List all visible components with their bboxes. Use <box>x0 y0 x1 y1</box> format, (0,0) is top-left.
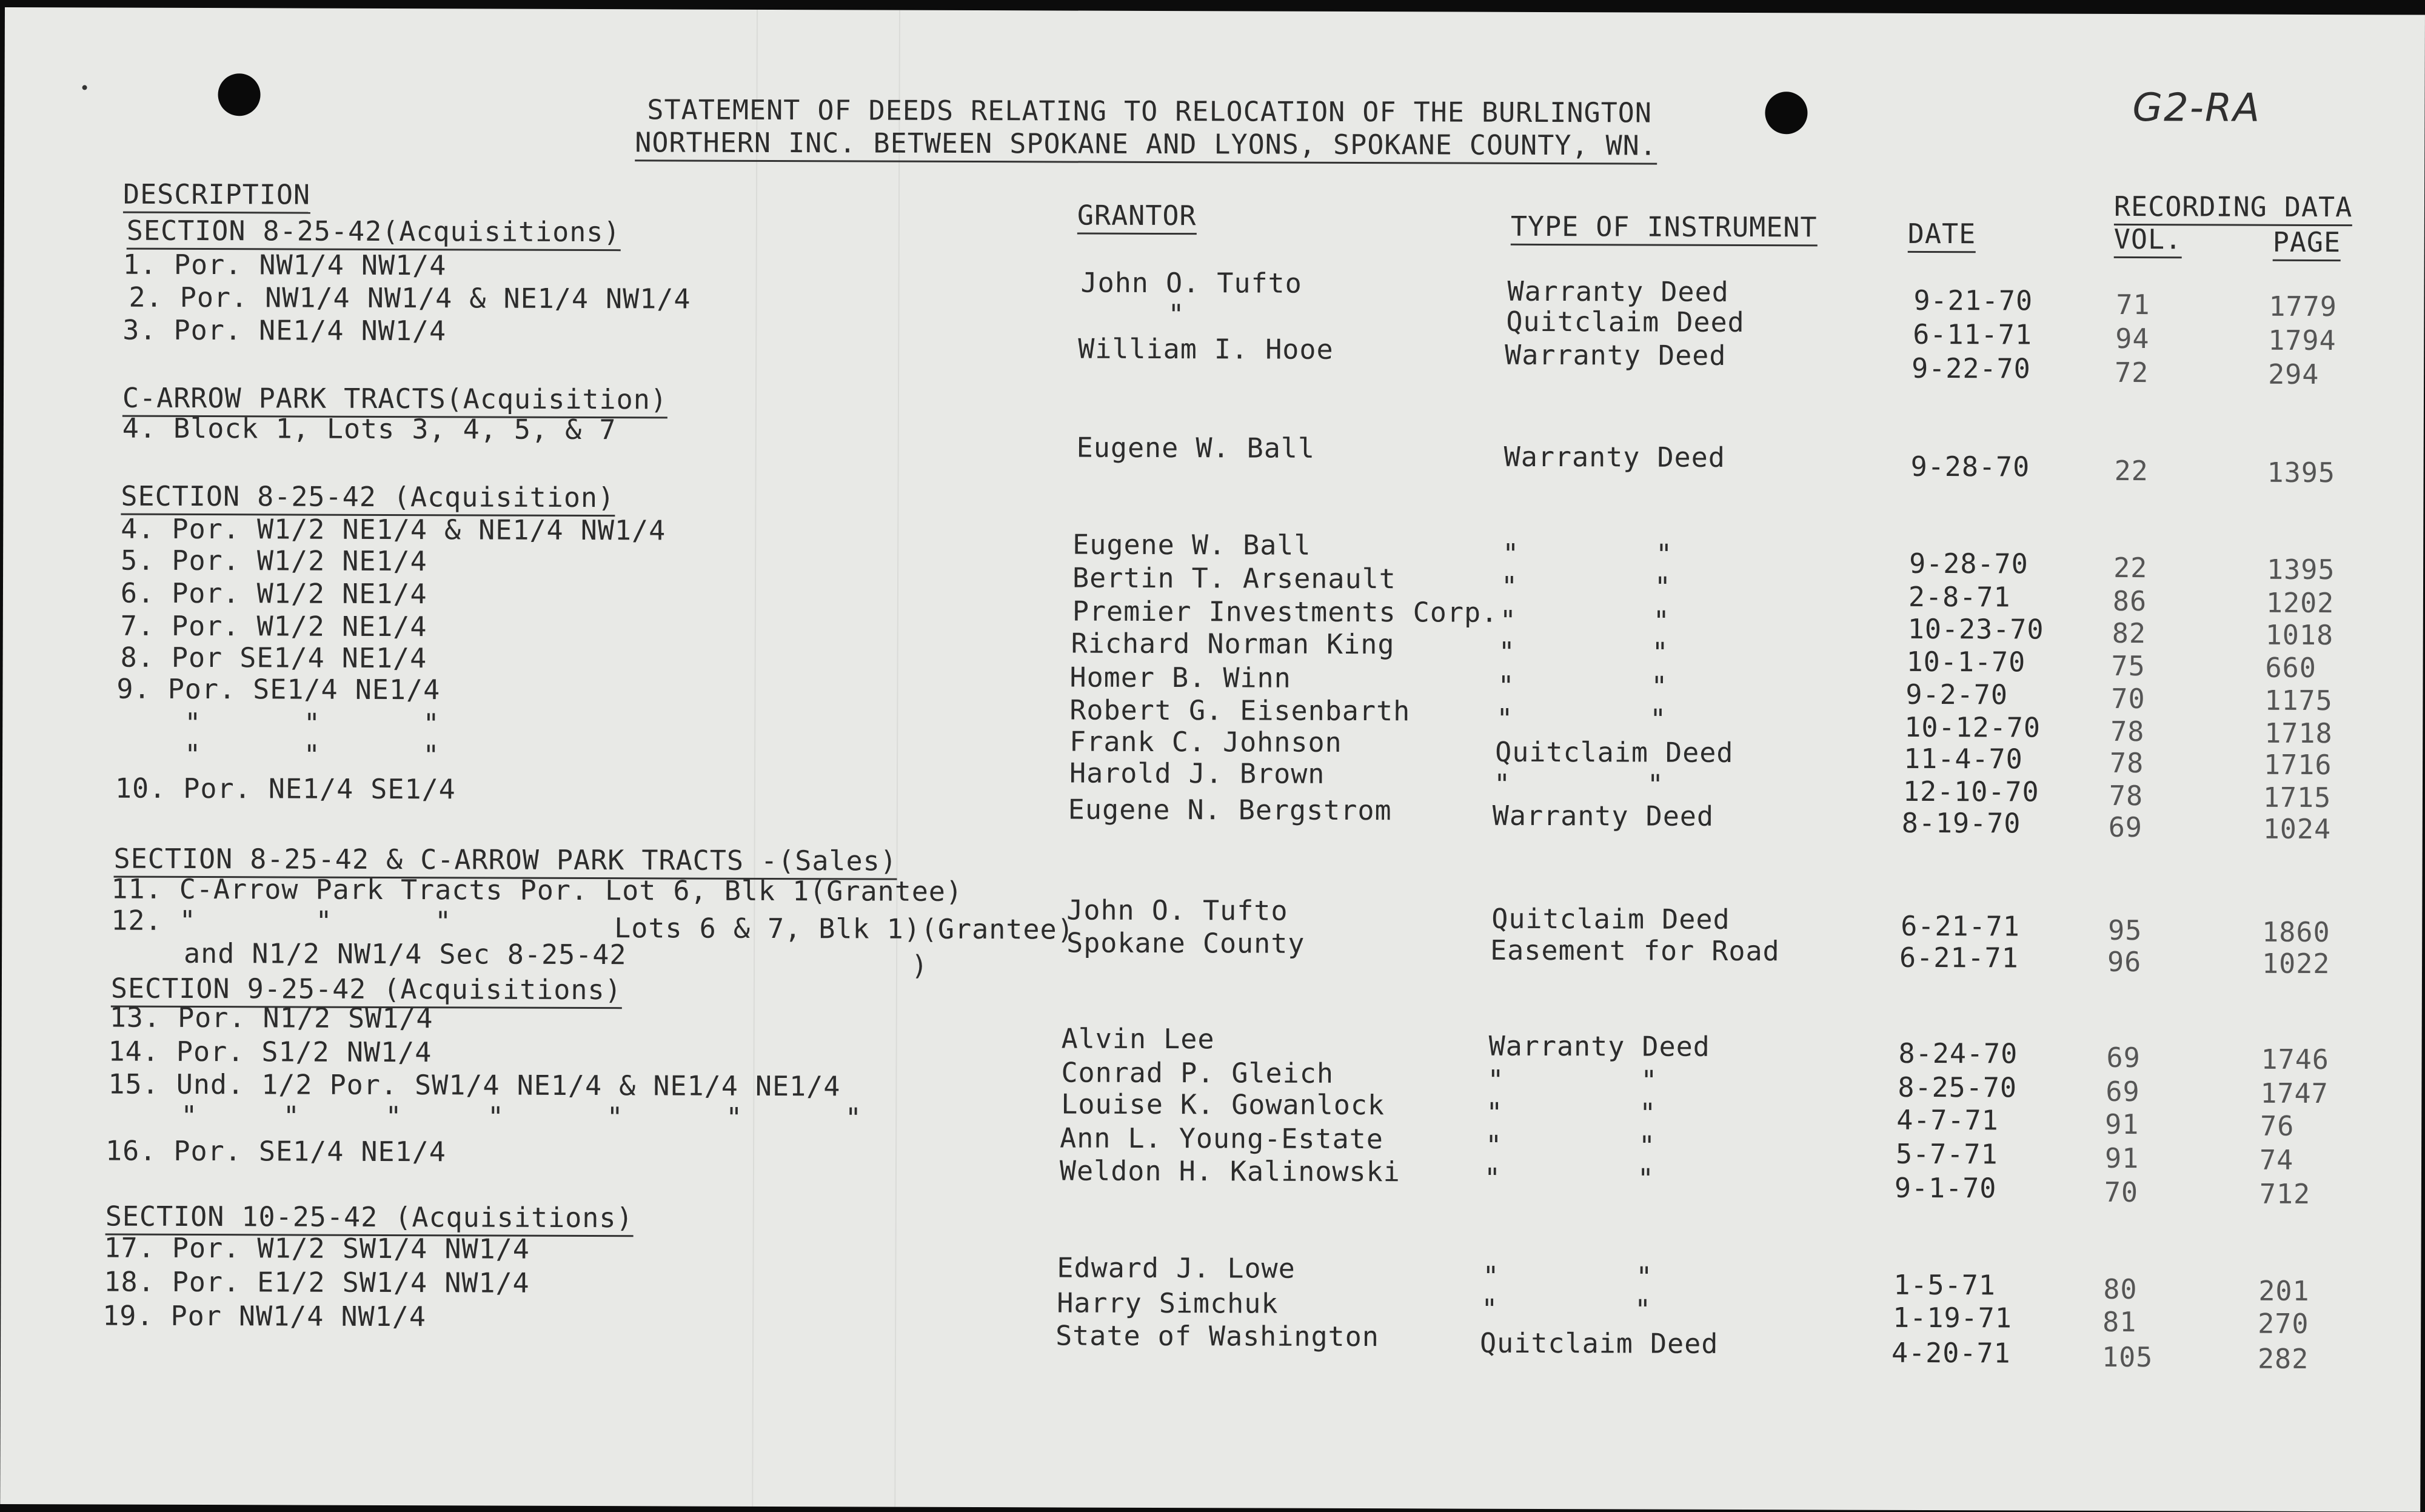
date-cell: 9-21-70 <box>1913 284 2033 317</box>
instrument-type-cell: Warranty Deed <box>1505 338 1727 372</box>
description-line: 2. Por. NW1/4 NW1/4 & NE1/4 NW1/4 <box>129 281 691 315</box>
page-cell: 201 <box>2258 1274 2310 1307</box>
grantor-cell: Eugene W. Ball <box>1072 528 1311 561</box>
date-header: DATE <box>1908 218 1976 253</box>
description-line: " " " " " " " <box>181 1099 863 1134</box>
page-header: PAGE <box>2273 227 2341 261</box>
grantor-cell: Edward J. Lowe <box>1057 1251 1296 1285</box>
date-cell: 5-7-71 <box>1895 1137 1998 1171</box>
section-heading: SECTION 8-25-42 & C-ARROW PARK TRACTS -(Sales) <box>113 843 897 880</box>
vol-cell: 91 <box>2104 1142 2139 1175</box>
description-line: 4. Por. W1/2 NE1/4 & NE1/4 NW1/4 <box>121 512 666 547</box>
description-line: " " " <box>184 738 440 772</box>
page-cell: 76 <box>2260 1109 2295 1142</box>
instrument-type-cell: Quitclaim Deed <box>1495 735 1734 769</box>
vol-cell: 78 <box>2109 779 2144 812</box>
page-cell: 1175 <box>2264 684 2333 717</box>
description-line: 18. Por. E1/2 SW1/4 NW1/4 <box>104 1265 530 1299</box>
description-line: 13. Por. N1/2 SW1/4 <box>109 1001 433 1035</box>
vol-cell: 78 <box>2110 715 2145 748</box>
vol-cell: 70 <box>2111 682 2146 715</box>
instrument-type-cell: Warranty Deed <box>1507 275 1729 308</box>
date-cell: 10-1-70 <box>1906 645 2026 678</box>
date-cell: 9-2-70 <box>1905 678 2009 711</box>
grantor-cell: Eugene W. Ball <box>1076 431 1316 464</box>
page-cell: 1018 <box>2265 618 2334 652</box>
description-line: 5. Por. W1/2 NE1/4 <box>121 544 427 578</box>
page-cell: 1395 <box>2267 456 2336 489</box>
grantor-cell: Frank C. Johnson <box>1069 725 1342 758</box>
description-line: 8. Por SE1/4 NE1/4 <box>120 641 427 675</box>
vol-cell: 72 <box>2115 356 2149 389</box>
page-cell: 1746 <box>2261 1043 2330 1076</box>
vol-header: VOL. <box>2114 224 2182 258</box>
instrument-type-cell: " " <box>1485 1129 1656 1162</box>
grantor-cell: John O. Tufto <box>1066 894 1288 927</box>
vol-cell: 75 <box>2111 649 2146 683</box>
instrument-type-cell: " " <box>1498 635 1669 669</box>
vol-cell: 78 <box>2110 746 2144 780</box>
page-title-line-1: STATEMENT OF DEEDS RELATING TO RELOCATION OF THE BURLINGTON <box>647 93 1653 129</box>
vol-cell: 69 <box>2108 811 2143 844</box>
description-line: 6. Por. W1/2 NE1/4 <box>120 577 427 610</box>
page-cell: 74 <box>2259 1143 2294 1176</box>
vol-cell: 82 <box>2112 617 2147 650</box>
instrument-type-cell: " " <box>1493 768 1665 801</box>
grantor-cell: Harry Simchuk <box>1057 1286 1279 1320</box>
vol-cell: 70 <box>2104 1176 2139 1209</box>
description-line: Lots 6 & 7, Blk 1)(Grantee) <box>614 912 1074 946</box>
vol-cell: 69 <box>2106 1041 2141 1074</box>
date-cell: 9-28-70 <box>1909 547 2029 580</box>
page-cell: 660 <box>2265 651 2316 684</box>
date-cell: 6-21-71 <box>1901 909 2020 943</box>
instrument-type-cell: Easement for Road <box>1490 934 1780 968</box>
date-cell: 8-24-70 <box>1898 1037 2018 1070</box>
date-cell: 9-28-70 <box>1910 450 2030 483</box>
grantor-cell: State of Washington <box>1055 1319 1379 1353</box>
description-line: 7. Por. W1/2 NE1/4 <box>120 609 427 643</box>
page-cell: 1718 <box>2264 717 2333 750</box>
instrument-type-cell: " " <box>1500 570 1672 603</box>
date-cell: 9-1-70 <box>1894 1171 1997 1205</box>
vol-cell: 22 <box>2114 454 2149 487</box>
description-line: 1. Por. NW1/4 NW1/4 <box>122 248 447 282</box>
vol-cell: 91 <box>2105 1108 2139 1141</box>
fold-line <box>752 10 758 1507</box>
section-heading: SECTION 8-25-42 (Acquisition) <box>121 481 615 517</box>
date-cell: 8-19-70 <box>1901 806 2021 840</box>
page-cell: 712 <box>2259 1177 2311 1210</box>
date-cell: 6-21-71 <box>1899 941 2019 974</box>
punch-hole <box>218 73 260 116</box>
section-heading: SECTION 9-25-42 (Acquisitions) <box>111 973 622 1009</box>
date-cell: 1-19-71 <box>1893 1301 2012 1334</box>
description-line: 19. Por NW1/4 NW1/4 <box>102 1299 427 1333</box>
description-line: 14. Por. S1/2 NW1/4 <box>108 1035 432 1069</box>
instrument-type-cell: " " <box>1497 669 1668 703</box>
section-heading: C-ARROW PARK TRACTS(Acquisition) <box>122 383 667 419</box>
punch-hole <box>1765 92 1807 134</box>
vol-cell: 69 <box>2106 1075 2140 1108</box>
date-cell: 4-20-71 <box>1891 1336 2011 1370</box>
page-cell: 1202 <box>2266 586 2335 620</box>
grantor-cell: Homer B. Winn <box>1069 661 1291 694</box>
type-header: TYPE OF INSTRUMENT <box>1511 211 1818 247</box>
vol-cell: 94 <box>2115 322 2150 355</box>
instrument-type-cell: Warranty Deed <box>1504 440 1725 473</box>
page-cell: 1716 <box>2264 748 2332 781</box>
date-cell: 11-4-70 <box>1904 742 2023 775</box>
grantor-cell: Weldon H. Kalinowski <box>1059 1154 1400 1188</box>
description-line: 15. Und. 1/2 Por. SW1/4 NE1/4 & NE1/4 NE1/4 <box>108 1068 841 1103</box>
document-page <box>0 7 2425 1512</box>
vol-cell: 86 <box>2112 584 2147 618</box>
vol-cell: 105 <box>2101 1340 2153 1374</box>
page-cell: 1794 <box>2268 324 2336 357</box>
grantor-header: GRANTOR <box>1077 200 1197 235</box>
date-cell: 8-25-70 <box>1898 1071 2018 1104</box>
page-cell: 1860 <box>2262 915 2330 949</box>
instrument-type-cell: Warranty Deed <box>1488 1029 1710 1063</box>
description-line: 4. Block 1, Lots 3, 4, 5, & 7 <box>122 412 617 446</box>
description-line: 16. Por. SE1/4 NE1/4 <box>105 1134 447 1168</box>
ink-speck <box>82 85 87 90</box>
grantor-cell: Premier Investments Corp. <box>1072 595 1499 629</box>
instrument-type-cell: " " <box>1481 1293 1652 1326</box>
date-cell: 10-12-70 <box>1904 711 2041 744</box>
vol-cell: 80 <box>2103 1273 2138 1306</box>
grantor-cell: Louise K. Gowanlock <box>1061 1088 1385 1122</box>
date-cell: 6-11-71 <box>1913 318 2033 351</box>
instrument-type-cell: " " <box>1482 1260 1653 1293</box>
grantor-cell: Conrad P. Gleich <box>1061 1056 1334 1089</box>
instrument-type-cell: Quitclaim Deed <box>1491 902 1730 935</box>
file-code: G2-RA <box>2132 85 2261 131</box>
grantor-cell: Eugene N. Bergstrom <box>1068 793 1392 827</box>
description-line: 12. " " " <box>111 904 452 938</box>
date-cell: 10-23-70 <box>1907 612 2044 646</box>
instrument-type-cell: " " <box>1499 604 1670 637</box>
page-cell: 1395 <box>2267 553 2335 586</box>
fold-line <box>894 10 900 1507</box>
page-cell: 1024 <box>2263 812 2332 846</box>
description-line: 10. Por. NE1/4 SE1/4 <box>115 772 456 806</box>
description-line: 3. Por. NE1/4 NW1/4 <box>122 313 447 347</box>
grantor-cell: Harold J. Brown <box>1069 757 1325 790</box>
grantor-cell: Spokane County <box>1066 926 1305 960</box>
instrument-type-cell: Quitclaim Deed <box>1480 1326 1719 1360</box>
page-cell: 294 <box>2268 358 2320 390</box>
description-line: " " " <box>184 706 440 740</box>
vol-cell: 71 <box>2116 288 2150 321</box>
page-cell: 1715 <box>2263 781 2332 814</box>
page-cell: 1779 <box>2269 290 2337 323</box>
description-line: 9. Por. SE1/4 NE1/4 <box>116 672 441 706</box>
grantor-cell: Richard Norman King <box>1071 627 1395 661</box>
page-cell: 270 <box>2258 1307 2309 1340</box>
instrument-type-cell: Warranty Deed <box>1492 799 1714 832</box>
instrument-type-cell: Quitclaim Deed <box>1506 305 1745 339</box>
instrument-type-cell: " " <box>1502 537 1673 570</box>
instrument-type-cell: " " <box>1486 1096 1657 1129</box>
description-line: 11. C-Arrow Park Tracts Por. Lot 6, Blk 1(Grantee) <box>111 872 963 908</box>
vol-cell: 22 <box>2113 551 2148 584</box>
page-title-line-2: NORTHERN INC. BETWEEN SPOKANE AND LYONS, SPOKANE COUNTY, WN. <box>635 127 1657 164</box>
grantor-cell: William I. Hooe <box>1078 332 1334 366</box>
date-cell: 4-7-71 <box>1896 1103 1999 1137</box>
recording-data-header: RECORDING DATA <box>2114 191 2352 226</box>
grantor-cell: Alvin Lee <box>1061 1022 1215 1055</box>
instrument-type-cell: " " <box>1496 702 1667 735</box>
instrument-type-cell: " " <box>1487 1063 1658 1097</box>
date-cell: 1-5-71 <box>1893 1268 1996 1302</box>
instrument-type-cell: " " <box>1483 1162 1654 1195</box>
description-line: and N1/2 NW1/4 Sec 8-25-42 <box>184 937 627 971</box>
description-header: DESCRIPTION <box>123 179 310 214</box>
description-line: ) <box>911 949 929 982</box>
grantor-cell: Robert G. Eisenbarth <box>1069 694 1411 728</box>
vol-cell: 96 <box>2107 945 2142 978</box>
date-cell: 2-8-71 <box>1908 580 2011 614</box>
grantor-cell: John O. Tufto <box>1080 266 1302 299</box>
grantor-cell: Bertin T. Arsenault <box>1072 561 1396 595</box>
grantor-cell: Ann L. Young-Estate <box>1060 1122 1383 1156</box>
date-cell: 9-22-70 <box>1912 352 2031 385</box>
vol-cell: 95 <box>2108 914 2142 947</box>
grantor-cell: " <box>1168 298 1185 331</box>
vol-cell: 81 <box>2102 1305 2137 1339</box>
section-heading: SECTION 10-25-42 (Acquisitions) <box>105 1201 634 1237</box>
page-cell: 282 <box>2257 1342 2309 1375</box>
page-cell: 1747 <box>2260 1077 2329 1110</box>
page-cell: 1022 <box>2261 947 2330 980</box>
section-heading: SECTION 8-25-42(Acquisitions) <box>127 215 621 252</box>
date-cell: 12-10-70 <box>1902 775 2039 808</box>
description-line: 17. Por. W1/2 SW1/4 NW1/4 <box>104 1231 530 1265</box>
